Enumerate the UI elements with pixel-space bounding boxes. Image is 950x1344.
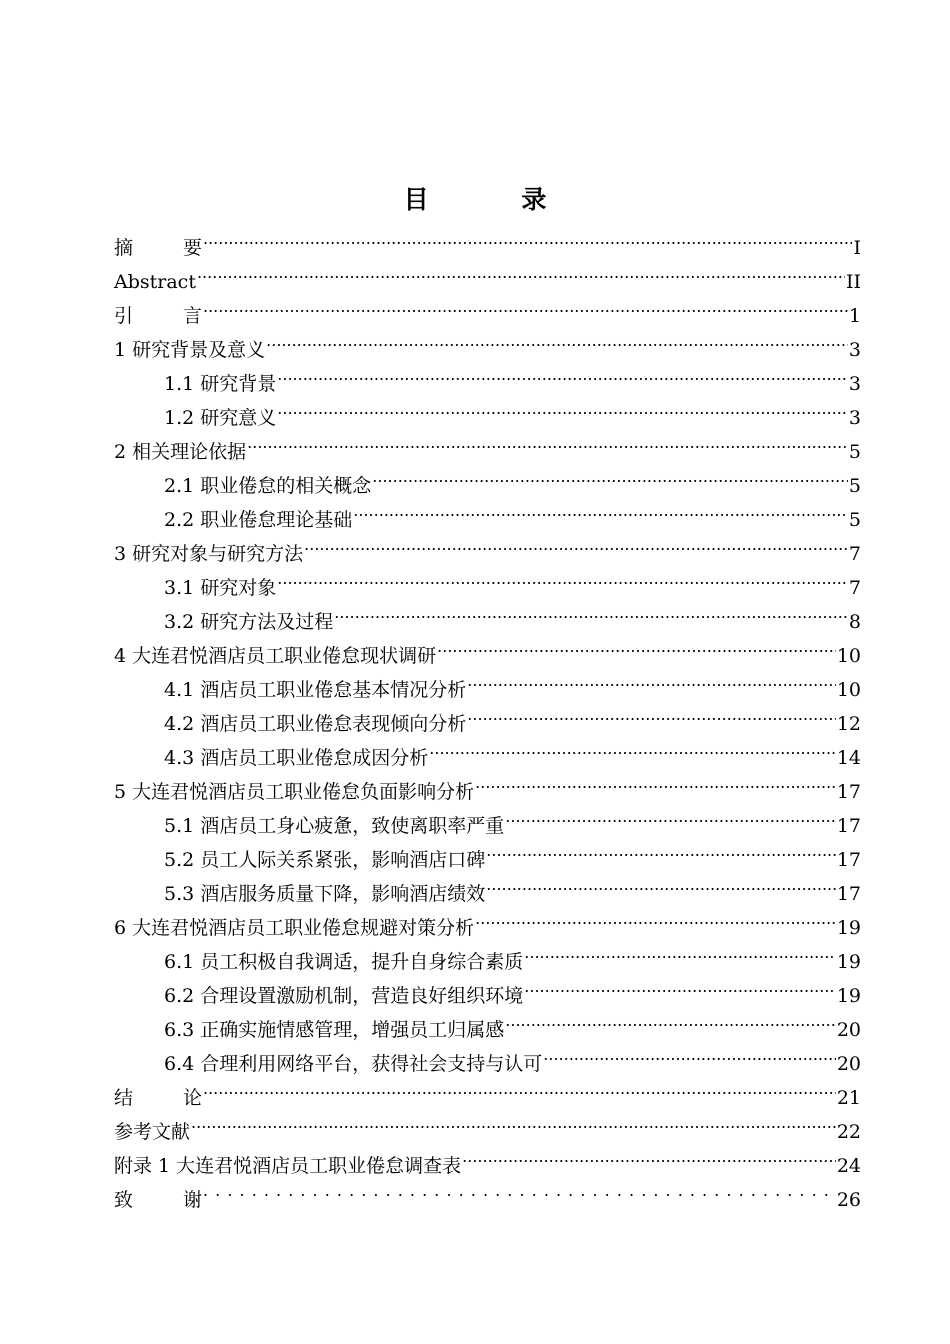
toc-entry-appendix-1[interactable] [114, 1142, 861, 1176]
toc-entry-page: 7 [848, 577, 861, 599]
toc-entry-page: 3 [848, 373, 861, 395]
toc-entry-label: 1.1 研究背景 [164, 373, 277, 395]
toc-dot-leader [467, 666, 836, 696]
toc-entry-chapter-4[interactable] [114, 632, 861, 666]
toc-dot-leader [334, 598, 848, 628]
toc-entry-page: 21 [836, 1087, 861, 1109]
toc-dot-leader [203, 224, 852, 254]
toc-entry-label: 结 论 [114, 1087, 202, 1109]
toc-entry-section-2-2[interactable] [114, 496, 861, 530]
toc-entry-page: 20 [836, 1053, 861, 1075]
toc-entry-label: 5.3 酒店服务质量下降，影响酒店绩效 [164, 883, 486, 905]
toc-dot-leader [203, 1176, 836, 1206]
toc-entry-acknowledgements[interactable] [114, 1176, 861, 1210]
toc-entry-page: 17 [836, 883, 861, 905]
toc-dot-leader [505, 802, 836, 832]
toc-entry-label: 4.2 酒店员工职业倦怠表现倾向分析 [164, 713, 467, 735]
toc-entry-page: 26 [836, 1189, 861, 1211]
toc-entry-label: 2.1 职业倦怠的相关概念 [164, 475, 372, 497]
toc-entry-page: 8 [848, 611, 861, 633]
toc-entry-section-5-1[interactable] [114, 802, 861, 836]
toc-entry-page: 3 [848, 339, 861, 361]
toc-entry-label: 4.3 酒店员工职业倦怠成因分析 [164, 747, 429, 769]
toc-entry-label: 6.3 正确实施情感管理，增强员工归属感 [164, 1019, 505, 1041]
toc-entry-page: 24 [836, 1155, 861, 1177]
toc-dot-leader [277, 360, 848, 390]
toc-entry-label: Abstract [114, 271, 196, 293]
toc-entry-label: 参考文献 [114, 1121, 191, 1143]
toc-entry-page: II [845, 271, 861, 293]
toc-dot-leader [191, 1108, 836, 1138]
toc-dot-leader [475, 768, 836, 798]
toc-entry-label: 附录 1 大连君悦酒店员工职业倦怠调查表 [114, 1155, 462, 1177]
toc-entry-conclusion[interactable] [114, 1074, 861, 1108]
toc-entry-label: 引 言 [114, 305, 202, 327]
toc-entry-page: 5 [848, 441, 861, 463]
toc-entry-abstract-cn[interactable] [114, 224, 861, 258]
toc-entry-label: 5.2 员工人际关系紧张，影响酒店口碑 [164, 849, 486, 871]
toc-entry-page: 7 [848, 543, 861, 565]
toc-dot-leader [372, 462, 848, 492]
toc-entry-references[interactable] [114, 1108, 861, 1142]
toc-entry-label: 4 大连君悦酒店员工职业倦怠现状调研 [114, 645, 437, 667]
toc-entry-label: 致 谢 [114, 1189, 202, 1211]
toc-entry-introduction[interactable] [114, 292, 861, 326]
toc-dot-leader [277, 564, 848, 594]
toc-entry-chapter-3[interactable] [114, 530, 861, 564]
toc-entry-section-2-1[interactable] [114, 462, 861, 496]
toc-entry-page: 14 [836, 747, 861, 769]
toc-entry-page: 19 [836, 951, 861, 973]
toc-dot-leader [197, 258, 845, 288]
toc-entry-section-4-3[interactable] [114, 734, 861, 768]
toc-dot-leader [486, 870, 836, 900]
toc-dot-leader [353, 496, 848, 526]
toc-entry-label: 6.1 员工积极自我调适，提升自身综合素质 [164, 951, 524, 973]
toc-dot-leader [203, 1074, 836, 1104]
toc-entry-page: 10 [836, 679, 861, 701]
toc-entry-label: 5.1 酒店员工身心疲惫，致使离职率严重 [164, 815, 505, 837]
toc-entry-section-4-1[interactable] [114, 666, 861, 700]
toc-entry-page: 3 [848, 407, 861, 429]
toc-entry-section-3-1[interactable] [114, 564, 861, 598]
toc-entry-section-6-2[interactable] [114, 972, 861, 1006]
toc-dot-leader [524, 938, 836, 968]
toc-entry-section-5-2[interactable] [114, 836, 861, 870]
toc-dot-leader [505, 1006, 836, 1036]
toc-dot-leader [304, 530, 848, 560]
toc-entry-page: 17 [836, 849, 861, 871]
toc-entry-chapter-1[interactable] [114, 326, 861, 360]
toc-dot-leader [266, 326, 848, 356]
toc-entry-label: 摘 要 [114, 237, 202, 259]
toc-dot-leader [429, 734, 836, 764]
toc-dot-leader [203, 292, 848, 322]
toc-entry-chapter-6[interactable] [114, 904, 861, 938]
toc-entry-label: 5 大连君悦酒店员工职业倦怠负面影响分析 [114, 781, 475, 803]
toc-entry-label: 1.2 研究意义 [164, 407, 277, 429]
toc-dot-leader [467, 700, 836, 730]
toc-entry-page: 12 [836, 713, 861, 735]
toc-dot-leader [543, 1040, 836, 1070]
toc-entry-label: 6 大连君悦酒店员工职业倦怠规避对策分析 [114, 917, 475, 939]
toc-entry-section-5-3[interactable] [114, 870, 861, 904]
toc-entry-section-4-2[interactable] [114, 700, 861, 734]
toc-entry-page: I [853, 237, 861, 259]
toc-entry-label: 3.2 研究方法及过程 [164, 611, 334, 633]
toc-dot-leader [486, 836, 836, 866]
toc-dot-leader [277, 394, 848, 424]
table-of-contents [114, 224, 861, 1210]
toc-entry-section-6-4[interactable] [114, 1040, 861, 1074]
toc-dot-leader [462, 1142, 836, 1172]
toc-entry-abstract-en[interactable] [114, 258, 861, 292]
toc-entry-label: 4.1 酒店员工职业倦怠基本情况分析 [164, 679, 467, 701]
toc-entry-page: 19 [836, 985, 861, 1007]
toc-entry-section-1-2[interactable] [114, 394, 861, 428]
toc-entry-chapter-2[interactable] [114, 428, 861, 462]
toc-entry-section-1-1[interactable] [114, 360, 861, 394]
toc-entry-label: 3.1 研究对象 [164, 577, 277, 599]
toc-entry-page: 20 [836, 1019, 861, 1041]
toc-entry-page: 1 [848, 305, 861, 327]
toc-entry-page: 19 [836, 917, 861, 939]
toc-entry-page: 17 [836, 815, 861, 837]
toc-entry-section-3-2[interactable] [114, 598, 861, 632]
toc-entry-label: 2 相关理论依据 [114, 441, 247, 463]
toc-entry-page: 5 [848, 509, 861, 531]
toc-entry-section-6-3[interactable] [114, 1006, 861, 1040]
toc-title: 目 录 [403, 185, 589, 214]
toc-entry-page: 22 [836, 1121, 861, 1143]
toc-entry-page: 17 [836, 781, 861, 803]
toc-entry-page: 5 [848, 475, 861, 497]
toc-entry-label: 6.2 合理设置激励机制，营造良好组织环境 [164, 985, 524, 1007]
toc-dot-leader [524, 972, 836, 1002]
toc-entry-label: 3 研究对象与研究方法 [114, 543, 304, 565]
toc-entry-label: 1 研究背景及意义 [114, 339, 266, 361]
toc-entry-chapter-5[interactable] [114, 768, 861, 802]
toc-entry-section-6-1[interactable] [114, 938, 861, 972]
toc-dot-leader [247, 428, 848, 458]
toc-entry-label: 6.4 合理利用网络平台，获得社会支持与认可 [164, 1053, 543, 1075]
toc-dot-leader [437, 632, 836, 662]
toc-dot-leader [475, 904, 836, 934]
toc-entry-label: 2.2 职业倦怠理论基础 [164, 509, 353, 531]
toc-entry-page: 10 [836, 645, 861, 667]
